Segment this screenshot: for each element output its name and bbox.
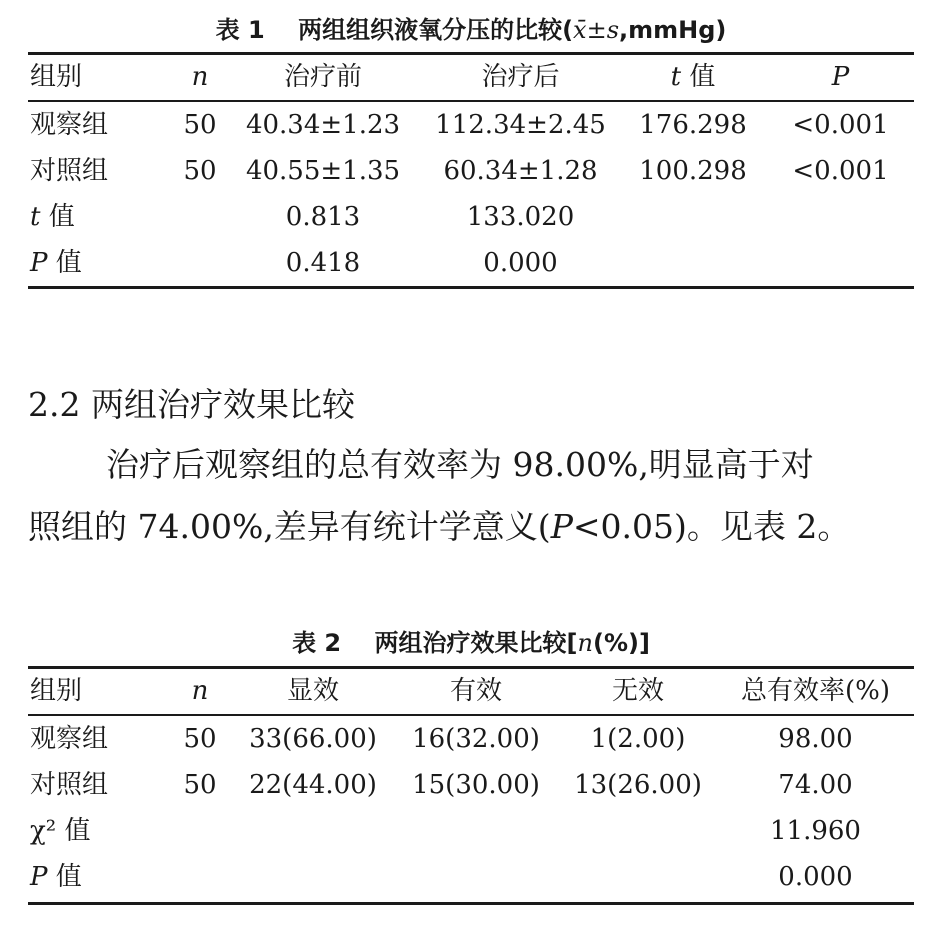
table1-header-after: 治疗后 (481, 62, 560, 92)
table1-cell: <0.001 (792, 110, 889, 140)
table1-cell: 40.55±1.35 (245, 156, 401, 186)
table1-caption (0, 15, 942, 45)
table1-header-row (28, 54, 914, 100)
table-row (28, 808, 914, 854)
table2-cell: 98.00 (778, 724, 853, 754)
table1-cell: 观察组 (30, 110, 109, 140)
table1-header-before: 治疗前 (283, 62, 362, 92)
table1-caption-unit: ,mmHg) (619, 16, 727, 44)
table2-caption-title: 两组治疗效果比较[ (374, 629, 578, 657)
table2-header-group: 组别 (30, 676, 83, 706)
table1-cell: 50 (183, 110, 217, 140)
table1-cell: 40.34±1.23 (245, 110, 401, 140)
table2-cell: 22(44.00) (249, 770, 377, 800)
table2-header-total-rate: 总有效率(%) (741, 676, 890, 706)
table1-header-group: 组别 (30, 62, 83, 92)
table2-header-row (28, 668, 914, 714)
table2-cell: 50 (183, 724, 217, 754)
table-row (28, 194, 914, 240)
table-row (28, 716, 914, 762)
table2-caption-n: n (577, 629, 593, 657)
table2-caption (0, 628, 942, 658)
table2-cell: 16(32.00) (412, 724, 540, 754)
table2-cell: 50 (183, 770, 217, 800)
table2-cell: 33(66.00) (249, 724, 377, 754)
table1-stat-label: P 值 (30, 248, 82, 278)
table2-cell: 对照组 (30, 770, 109, 800)
table1-caption-title: 两组组织液氧分压的比较( (298, 16, 574, 44)
table1-header-t: t 值 (670, 62, 716, 92)
table1-caption-label: 表 1 (215, 16, 265, 44)
table2-header-effective: 有效 (449, 676, 502, 706)
table1-cell: 133.020 (466, 202, 575, 232)
table-row (28, 762, 914, 808)
table2-cell: 1(2.00) (590, 724, 686, 754)
table2-cell: 15(30.00) (412, 770, 540, 800)
table2-caption-unit: (%)] (592, 629, 650, 657)
table-row (28, 102, 914, 148)
table1-cell: 0.813 (285, 202, 361, 232)
paragraph-line-2: 照组的 74.00%,差异有统计学意义(P<0.05)。见表 2。 (28, 507, 851, 546)
table1-caption-stat: x̄±s (573, 16, 620, 44)
table1-header-p: P (831, 62, 850, 92)
table2-cell: 13(26.00) (574, 770, 702, 800)
table1-stat-label: t 值 (30, 202, 75, 232)
table1-cell: 50 (183, 156, 217, 186)
table2-cell: 观察组 (30, 724, 109, 754)
table2-stat-label: χ² 值 (30, 816, 91, 846)
table1-cell: 0.000 (483, 248, 558, 278)
table1-cell: 0.418 (285, 248, 361, 278)
table1-cell: <0.001 (792, 156, 889, 186)
table2-cell: 11.960 (770, 816, 861, 846)
table2-cell: 74.00 (778, 770, 853, 800)
table1-cell: 60.34±1.28 (443, 156, 598, 186)
table-row (28, 854, 914, 900)
table-row (28, 148, 914, 194)
table1-cell: 100.298 (639, 156, 747, 186)
table2-header-ineffective: 无效 (611, 676, 664, 706)
section-heading: 2.2 两组治疗效果比较 (28, 385, 355, 424)
table2-header-marked: 显效 (286, 676, 339, 706)
table1-header-n: n (191, 62, 209, 92)
table2-bottom-rule (28, 902, 914, 905)
table2-header-n: n (191, 676, 209, 706)
table-row (28, 240, 914, 286)
table1-cell: 112.34±2.45 (435, 110, 606, 140)
table2-cell: 0.000 (778, 862, 853, 892)
table2-caption-label: 表 2 (292, 629, 342, 657)
paragraph-line-1: 治疗后观察组的总有效率为 98.00%,明显高于对 (106, 445, 814, 484)
table1-cell: 176.298 (639, 110, 747, 140)
table1-cell: 对照组 (30, 156, 109, 186)
table2-stat-label: P 值 (30, 862, 82, 892)
table1-bottom-rule (28, 286, 914, 289)
